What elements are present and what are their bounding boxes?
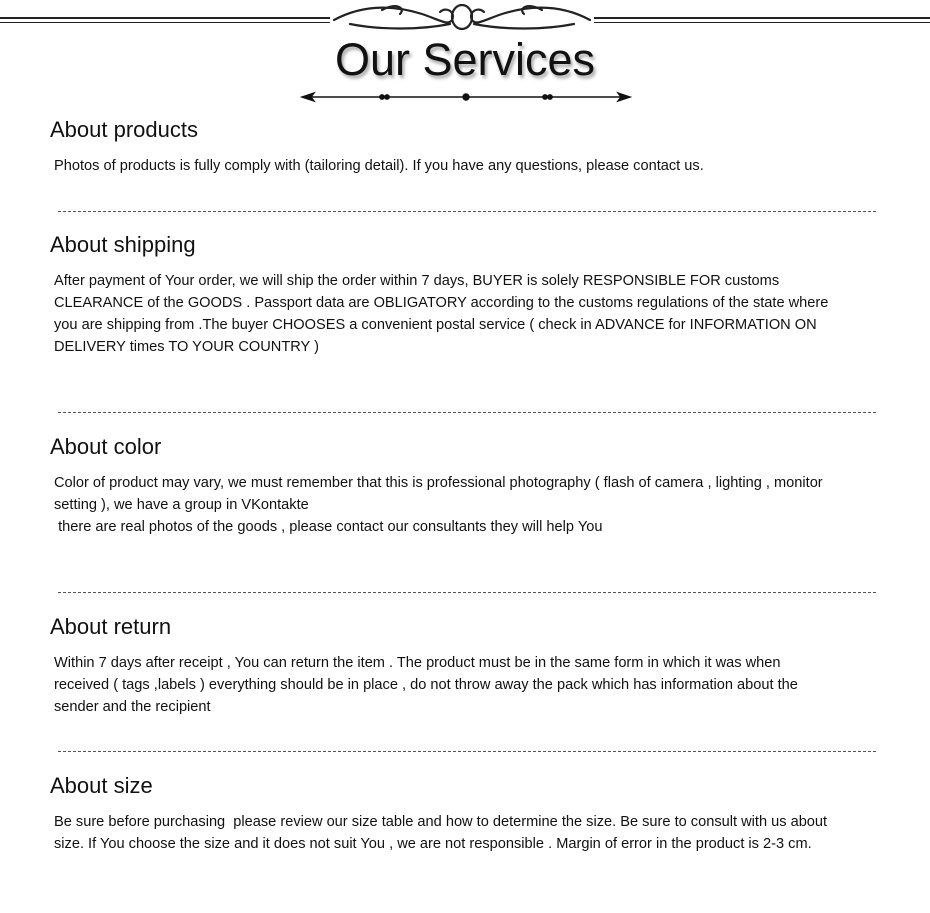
section-body: Color of product may vary, we must remember that this is professional photography ( flash of camera , lighting , monitor setting ), we have a group in VKontakte there are real photos of the goods , please contact our consultants they will help You (54, 475, 823, 535)
section-divider (58, 211, 876, 212)
section-title: About shipping (50, 232, 196, 257)
flourish-ornament-icon (330, 0, 594, 36)
section-body: After payment of Your order, we will ship the order within 7 days, BUYER is solely RESPONSIBLE FOR customs CLEARANCE of the GOODS . Passport data are OBLIGATORY according to the customs regulations of the state where you are shipping from .The buyer CHOOSES a convenient postal service ( check in ADVANCE for INFORMATION ON DELIVERY times TO YOUR COUNTRY ) (54, 273, 829, 355)
header-rule-right (594, 17, 930, 19)
header-rule-left-thin (0, 22, 330, 23)
section-body: Be sure before purchasing please review our size table and how to determine the size. Be sure to consult with us about size. If You choose the size and it does not suit You , we are not responsible . Margin of error in the product is 2-3 cm. (54, 814, 828, 852)
arrow-divider-icon (300, 90, 632, 104)
section-body: Photos of products is fully comply with (tailoring detail). If you have any questions, please contact us. (54, 158, 704, 174)
page-title: Our Services (334, 34, 596, 85)
header (0, 0, 930, 110)
section-title: About return (50, 614, 172, 639)
section-divider (58, 412, 876, 413)
section-divider (58, 592, 876, 593)
section-title: About products (50, 117, 198, 142)
section-title: About color (50, 434, 162, 459)
header-rule-left (0, 17, 330, 19)
header-rule-right-thin (594, 22, 930, 23)
section-divider (58, 751, 876, 752)
section-body: Within 7 days after receipt , You can return the item . The product must be in the same form in which it was when received ( tags ,labels ) everything should be in place , do not throw away the pack which has information about the sender and the recipient (54, 655, 798, 715)
section-title: About size (50, 773, 153, 798)
